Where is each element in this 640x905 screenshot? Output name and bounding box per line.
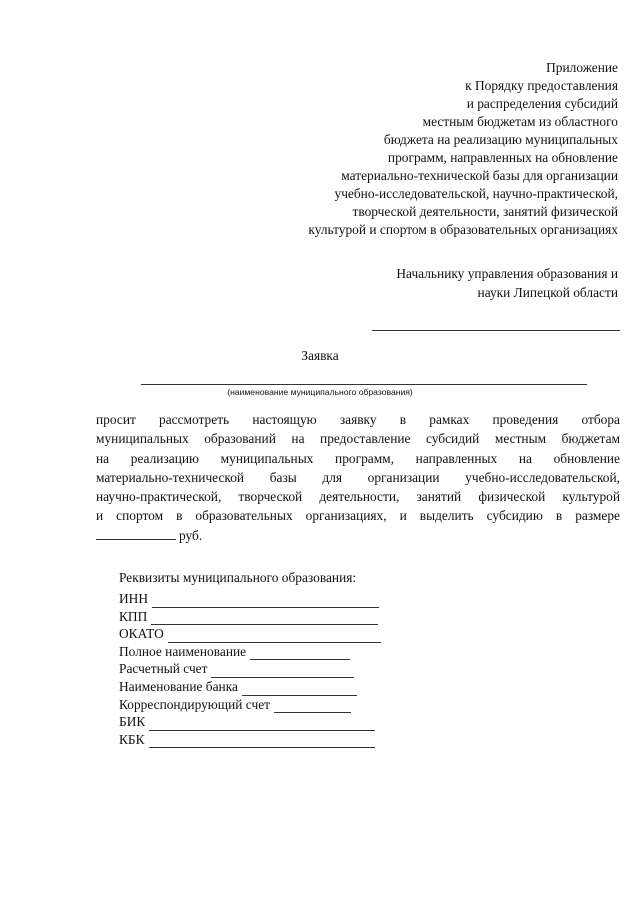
requisite-corr-account	[119, 696, 381, 714]
requisite-bank-name	[119, 678, 381, 696]
municipality-caption: (наименование муниципального образования)	[227, 387, 413, 397]
requisite-label: Расчетный счет	[119, 661, 208, 677]
requisite-kpp	[119, 608, 381, 626]
amount-suffix: руб.	[179, 527, 203, 543]
requisite-label: ИНН	[119, 591, 149, 606]
requisite-label: КБК	[119, 731, 145, 747]
requisite-full-name	[119, 643, 381, 661]
requisite-blank[interactable]	[152, 595, 379, 608]
requisite-blank[interactable]	[250, 647, 350, 660]
requisite-bik	[119, 713, 381, 731]
requisites-list	[119, 590, 381, 748]
addressee-line: Начальнику управления образования и	[396, 266, 618, 281]
requisite-label: Наименование банка	[119, 678, 238, 694]
body-line: муниципальных образований на предоставление субсидий местным бюджетам	[96, 431, 620, 447]
requisite-label: Полное наименование	[119, 643, 247, 659]
appendix-line: материально-технической базы для организации	[341, 168, 618, 183]
appendix-line: и распределения субсидий	[466, 96, 618, 111]
requisite-inn	[119, 590, 381, 608]
body-line: научно-практической, творческой деятельности, занятий физической культурой	[96, 489, 620, 505]
appendix-line: творческой деятельности, занятий физической	[352, 204, 618, 219]
addressee-line: науки Липецкой области	[477, 285, 618, 300]
request-body	[96, 410, 620, 545]
appendix-line: Приложение	[546, 60, 618, 75]
requisites-title: Реквизиты муниципального образования:	[119, 570, 357, 585]
appendix-line: местным бюджетам из областного	[422, 114, 618, 129]
appendix-line: культурой и спортом в образовательных организациях	[308, 222, 618, 237]
requisite-blank[interactable]	[168, 630, 381, 643]
body-line: просит рассмотреть настоящую заявку в рамках проведения отбора	[96, 412, 620, 427]
body-line: на реализацию муниципальных программ, направленных на обновление	[96, 450, 620, 466]
requisite-blank[interactable]	[151, 612, 378, 625]
document-title: Заявка	[301, 348, 339, 363]
appendix-line: к Порядку предоставления	[465, 78, 618, 93]
requisite-label: КПП	[119, 608, 148, 624]
subsidy-amount-blank[interactable]	[96, 528, 176, 540]
requisite-label: Корреспондирующий счет	[119, 696, 270, 712]
requisite-okato	[119, 625, 381, 643]
requisite-kbk	[119, 731, 381, 749]
appendix-block	[308, 59, 618, 239]
addressee-name-blank[interactable]	[372, 330, 620, 331]
addressee-block	[396, 264, 618, 302]
appendix-line: учебно-исследовательской, научно-практической,	[334, 186, 618, 201]
requisite-blank[interactable]	[242, 683, 357, 696]
amount-line	[96, 526, 620, 545]
requisite-account	[119, 660, 381, 678]
body-line: материально-технической базы для организации учебно-исследовательской,	[96, 469, 620, 485]
appendix-line: программ, направленных на обновление	[387, 150, 618, 165]
requisite-blank[interactable]	[274, 700, 351, 713]
requisite-blank[interactable]	[149, 718, 375, 731]
body-line: и спортом в образовательных организациях, и выделить субсидию в размере	[96, 508, 620, 524]
requisite-label: БИК	[119, 714, 146, 730]
municipality-name-blank[interactable]	[141, 384, 587, 385]
requisite-blank[interactable]	[211, 665, 354, 678]
appendix-line: бюджета на реализацию муниципальных	[383, 132, 618, 147]
requisite-blank[interactable]	[149, 735, 375, 748]
requisite-label: ОКАТО	[119, 626, 164, 642]
